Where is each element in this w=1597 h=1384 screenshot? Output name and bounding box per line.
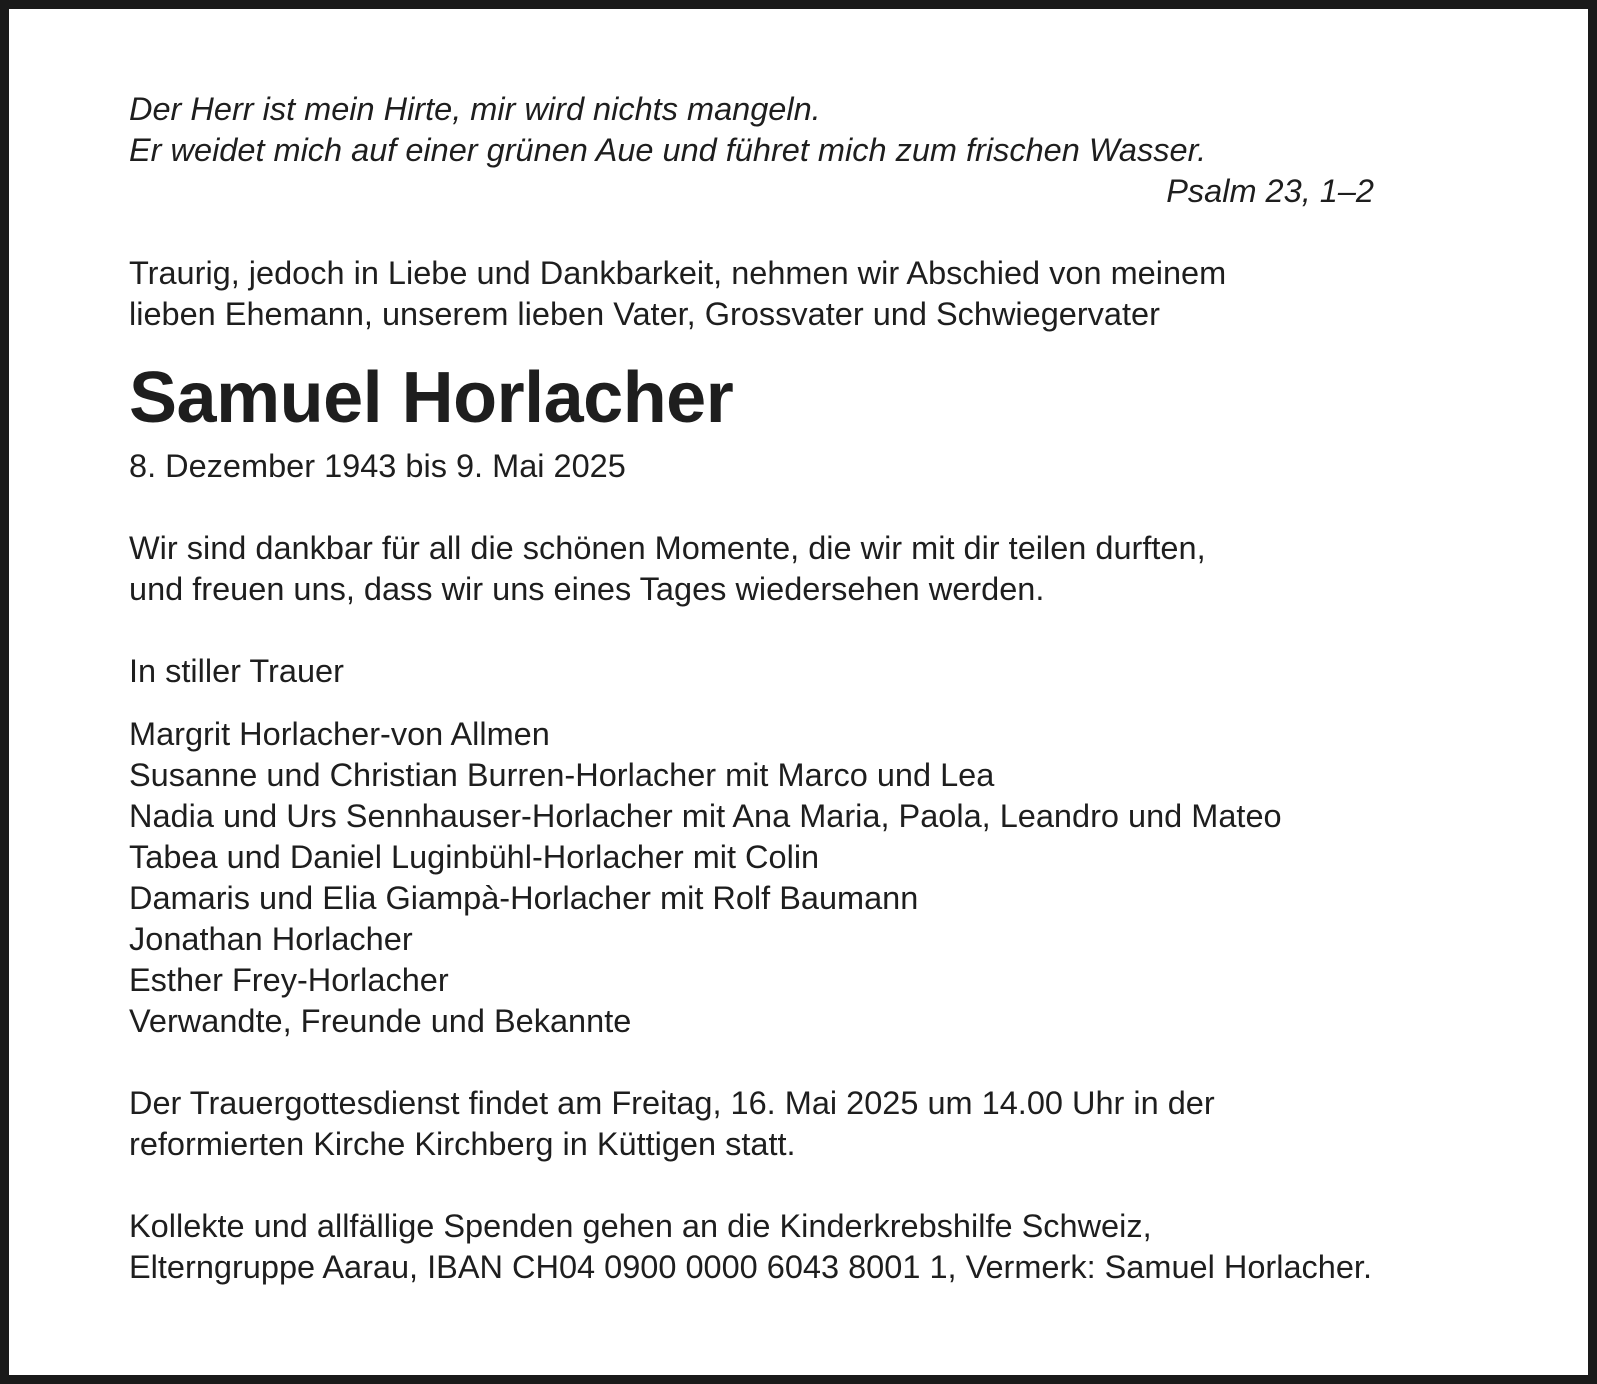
family-member: Tabea und Daniel Luginbühl-Horlacher mit Colin [129, 839, 820, 875]
obituary-content [129, 89, 1529, 1288]
family-list [129, 714, 1529, 1042]
quote-line: Der Herr ist mein Hirte, mir wird nichts mangeln. [129, 91, 821, 127]
gratitude-line: und freuen uns, dass wir uns eines Tages wiedersehen werden. [129, 571, 1045, 607]
gratitude-line: Wir sind dankbar für all die schönen Momente, die wir mit dir teilen durften, [129, 530, 1206, 566]
donation-line: Kollekte und allfällige Spenden gehen an die Kinderkrebshilfe Schweiz, [129, 1208, 1152, 1244]
donation-line: Elterngruppe Aarau, IBAN CH04 0900 0000 6043 8001 1, Vermerk: Samuel Horlacher. [129, 1249, 1372, 1285]
intro-line: lieben Ehemann, unserem lieben Vater, Grossvater und Schwiegervater [129, 296, 1160, 332]
service-info [129, 1083, 1529, 1165]
family-member: Damaris und Elia Giampà-Horlacher mit Rolf Baumann [129, 880, 919, 916]
family-member: Susanne und Christian Burren-Horlacher mit Marco und Lea [129, 757, 995, 793]
intro-line: Traurig, jedoch in Liebe und Dankbarkeit, nehmen wir Abschied von meinem [129, 255, 1227, 291]
family-member: Jonathan Horlacher [129, 921, 413, 957]
psalm-quote [129, 89, 1374, 212]
family-member: Nadia und Urs Sennhauser-Horlacher mit Ana Maria, Paola, Leandro und Mateo [129, 798, 1282, 834]
psalm-reference: Psalm 23, 1–2 [1166, 173, 1374, 209]
family-member: Margrit Horlacher-von Allmen [129, 716, 550, 752]
service-line: reformierten Kirche Kirchberg in Küttigen statt. [129, 1126, 796, 1162]
family-member: Verwandte, Freunde und Bekannte [129, 1003, 632, 1039]
intro-text [129, 253, 1529, 335]
gratitude-text [129, 528, 1529, 610]
life-dates: 8. Dezember 1943 bis 9. Mai 2025 [129, 448, 626, 484]
deceased-name: Samuel Horlacher [129, 358, 734, 438]
quote-line: Er weidet mich auf einer grünen Aue und führet mich zum frischen Wasser. [129, 132, 1207, 168]
donation-info [129, 1206, 1529, 1288]
family-member: Esther Frey-Horlacher [129, 962, 449, 998]
mourning-heading: In stiller Trauer [129, 653, 344, 689]
service-line: Der Trauergottesdienst findet am Freitag, 16. Mai 2025 um 14.00 Uhr in der [129, 1085, 1215, 1121]
